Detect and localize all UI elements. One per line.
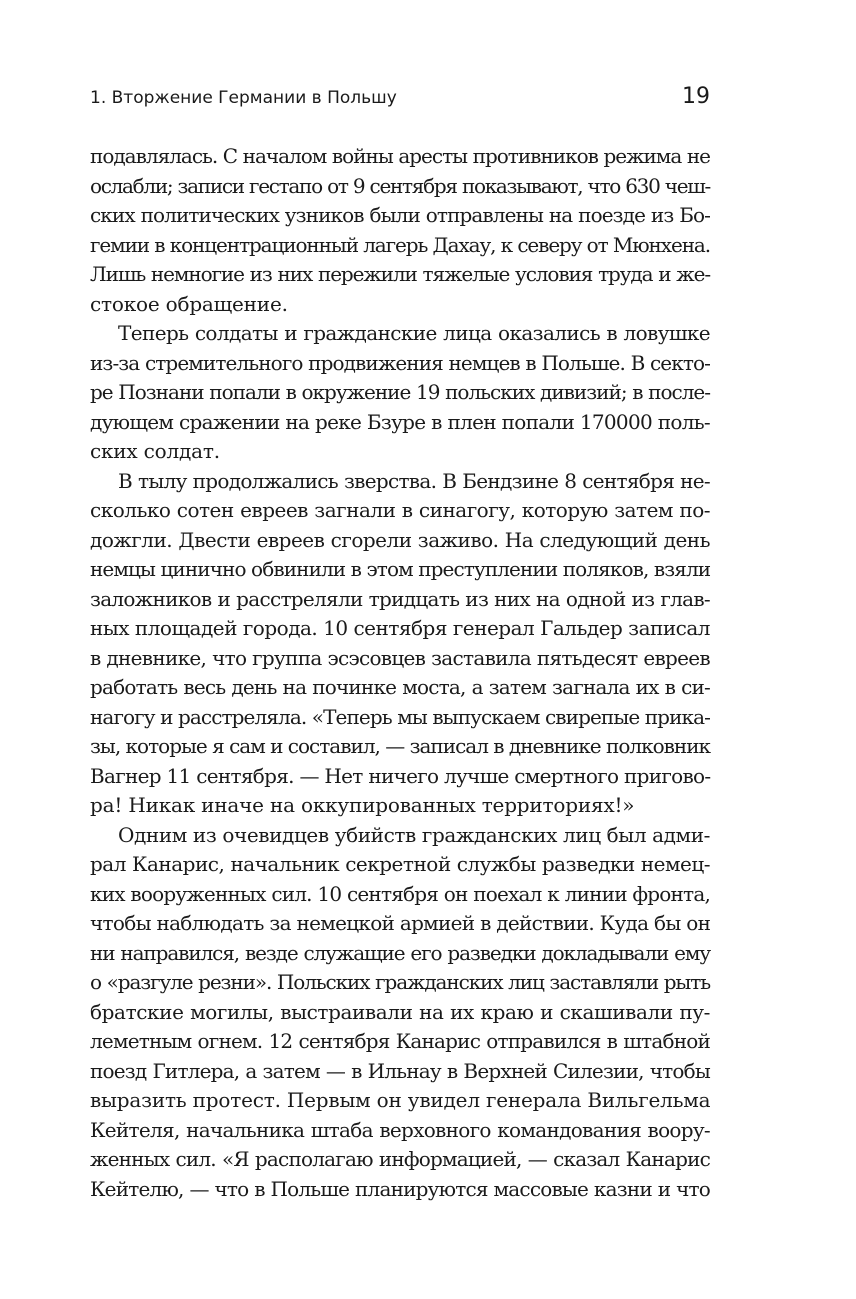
text-line: леметным огнем. 12 сентября Канарис отправился в штабной: [90, 1029, 710, 1053]
text-line: ких вооруженных сил. 10 сентября он поехал к линии фронта,: [90, 881, 710, 906]
text-line: зы, которые я сам и составил, — записал в дневнике полковник: [90, 734, 711, 758]
text-line: немцы цинично обвинили в этом преступлении поляков, взяли: [90, 557, 711, 581]
text-line: ра! Никак иначе на оккупированных территориях!»: [90, 793, 635, 817]
text-line: работать весь день на починке моста, а затем загнала их в си-: [90, 675, 710, 699]
text-line: выразить протест. Первым он увидел генерала Вильгельма: [90, 1088, 711, 1112]
text-line: Вагнер 11 сентября. — Нет ничего лучше смертного пригово-: [90, 763, 711, 788]
text-line: дующем сражении на реке Бзуре в плен попали 170000 поль-: [90, 409, 710, 434]
text-line: дожгли. Двести евреев сгорели заживо. На следующий день: [90, 527, 710, 552]
text-line: братские могилы, выстраивали на их краю и скашивали пу-: [90, 999, 710, 1024]
text-line: нагогу и расстреляла. «Теперь мы выпускаем свирепые прика-: [90, 704, 710, 729]
text-line: гемии в концентрационный лагерь Дахау, к северу от Мюнхена.: [90, 232, 710, 257]
text-line: поезд Гитлера, а затем — в Ильнау в Верхней Силезии, чтобы: [90, 1058, 710, 1083]
text-line: В тылу продолжались зверства. В Бендзине 8 сентября не-: [118, 468, 710, 493]
body-text: [90, 142, 710, 1204]
text-line: рал Канарис, начальник секретной службы разведки немец-: [90, 852, 710, 876]
text-line: сколько сотен евреев загнали в синагогу, которую затем по-: [90, 498, 710, 522]
text-line: в дневнике, что группа эсэсовцев заставила пятьдесят евреев: [90, 645, 710, 670]
text-line: ни направился, везде служащие его разведки докладывали ему: [90, 940, 710, 965]
text-line: подавлялась. С началом войны аресты противников режима не: [90, 144, 710, 168]
text-line: заложников и расстреляли тридцать из них на одной из глав-: [90, 586, 710, 611]
text-line: женных сил. «Я располагаю информацией, — сказал Канарис: [90, 1147, 710, 1171]
text-line: из-за стремительного продвижения немцев в Польше. В секто-: [90, 350, 710, 375]
text-line: ских солдат.: [90, 439, 220, 463]
text-line: Одним из очевидцев убийств гражданских лиц был адми-: [118, 822, 710, 847]
text-line: стокое обращение.: [90, 291, 288, 316]
text-line: Лишь немногие из них пережили тяжелые условия труда и же-: [90, 262, 710, 286]
text-line: о «разгуле резни». Польских гражданских лиц заставляли рыть: [90, 970, 710, 994]
text-line: ослабли; записи гестапо от 9 сентября показывают, что 630 чеш-: [90, 173, 710, 198]
text-line: Кейтелю, — что в Польше планируются массовые казни и что: [90, 1176, 710, 1201]
text-line: чтобы наблюдать за немецкой армией в действии. Куда бы он: [90, 911, 711, 935]
page-number: 19: [682, 84, 710, 109]
text-line: ских политических узников были отправлены на поезде из Бо-: [90, 203, 710, 227]
running-head: 1. Вторжение Германии в Польшу: [90, 88, 397, 108]
text-line: Кейтеля, начальника штаба верховного командования воору-: [90, 1117, 710, 1142]
text-line: ных площадей города. 10 сентября генерал Гальдер записал: [90, 616, 710, 640]
text-line: Теперь солдаты и гражданские лица оказались в ловушке: [118, 321, 710, 345]
text-line: ре Познани попали в окружение 19 польских дивизий; в после-: [90, 380, 710, 404]
page-header: [90, 84, 710, 114]
